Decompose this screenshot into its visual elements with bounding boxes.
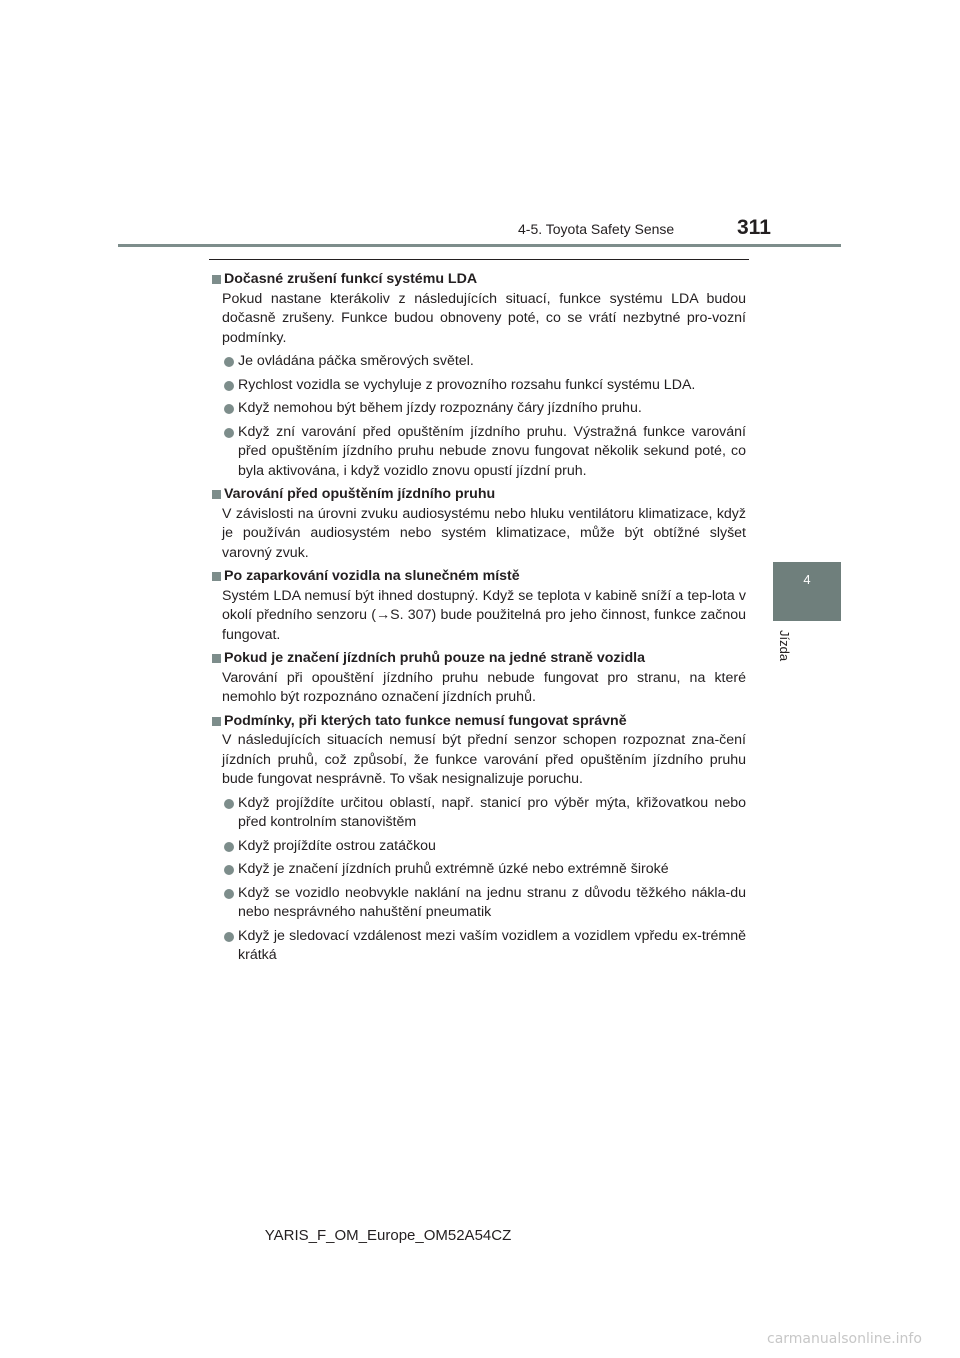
section-heading-text: Dočasné zrušení funkcí systému LDA: [224, 271, 478, 287]
list-item-text: Je ovládána páčka směrových světel.: [238, 353, 474, 369]
list-item: [212, 376, 746, 396]
list-item-text: Když projíždíte ostrou zatáčkou: [238, 837, 436, 854]
list-item-text: Když nemohou být během jízdy rozpoznány čáry jízdního pruhu.: [238, 400, 642, 416]
site-watermark: carmanualsonline.info: [767, 1331, 922, 1347]
section-paragraph: Varování při opouštění jízdního pruhu nebude fungovat pro stranu, na které nemohlo být rozpoznáno označení jízdních pruhů.: [222, 669, 746, 705]
header-divider: [118, 244, 841, 247]
round-bullet-icon: [224, 428, 234, 438]
round-bullet-icon: [224, 932, 234, 942]
document-footer-code: YARIS_F_OM_Europe_OM52A54CZ: [264, 1227, 512, 1244]
section-heading: [212, 567, 746, 587]
list-item: [212, 352, 746, 372]
section-heading-text: Varování před opuštěním jízdního pruhu: [224, 486, 496, 502]
round-bullet-icon: [224, 381, 234, 391]
square-bullet-icon: [212, 654, 221, 663]
list-item-text: Když projíždíte určitou oblastí, např. stanicí pro výběr mýta, křižovatkou nebo před kontrolním stanovištěm: [238, 794, 746, 830]
chapter-tab-label: Jízda: [777, 630, 792, 662]
chapter-tab-number: 4: [803, 572, 811, 587]
section-divider: [209, 259, 749, 260]
list-item: [212, 860, 746, 880]
list-item: [212, 399, 746, 419]
square-bullet-icon: [212, 490, 221, 499]
section-paragraph: Pokud nastane kterákoliv z následujících situací, funkce systému LDA budou dočasně zrušeny. Funkce budou obnoveny poté, co se vrátí nezbytné pro-vozní podmínky.: [222, 290, 746, 346]
chapter-tab: [773, 562, 841, 621]
list-item: [212, 423, 746, 482]
content-body: [212, 266, 746, 970]
list-item-text: Když je značení jízdních pruhů extrémně úzké nebo extrémně široké: [238, 861, 669, 877]
list-item-text: Když zní varování před opuštěním jízdního pruhu. Výstražná funkce varování před opuštěním jízdního pruhu nebude znovu fungovat několik sekund poté, co byla aktivována, i když vozidlo znovu opustí jízdní pruh.: [238, 423, 746, 479]
list-item: [212, 927, 746, 966]
list-item-text: Rychlost vozidla se vychyluje z provozního rozsahu funkcí systému LDA.: [238, 376, 696, 393]
section-paragraph: V následujících situacích nemusí být přední senzor schopen rozpoznat zna-čení jízdních pruhů, což způsobí, že funkce varování před opuštěním jízdního pruhu bude fungovat nesprávně. To však nesignalizuje poruchu.: [222, 732, 746, 787]
header-section-title: 4-5. Toyota Safety Sense: [518, 221, 675, 237]
list-item-text: Když je sledovací vzdálenost mezi vaším vozidlem a vozidlem vpředu ex-trémně krátká: [238, 927, 746, 963]
square-bullet-icon: [212, 275, 221, 284]
round-bullet-icon: [224, 357, 234, 367]
list-item-text: Když se vozidlo neobvykle naklání na jednu stranu z důvodu těžkého nákla-du nebo nesprávného nahuštění pneumatik: [238, 884, 746, 920]
section-heading-text: Pokud je značení jízdních pruhů pouze na jedné straně vozidla: [224, 650, 645, 666]
section-heading: [212, 649, 746, 669]
round-bullet-icon: [224, 842, 234, 852]
square-bullet-icon: [212, 572, 221, 581]
section-heading: [212, 485, 746, 505]
section-heading: [212, 712, 746, 732]
section-heading-text: Po zaparkování vozidla na slunečném místě: [224, 568, 520, 584]
list-item: [212, 794, 746, 833]
section-heading-text: Podmínky, při kterých tato funkce nemusí fungovat správně: [224, 712, 627, 729]
round-bullet-icon: [224, 799, 234, 809]
page-number: 311: [737, 216, 771, 239]
round-bullet-icon: [224, 404, 234, 414]
square-bullet-icon: [212, 717, 221, 726]
section-paragraph: V závislosti na úrovni zvuku audiosystému nebo hluku ventilátoru klimatizace, když je používán audiosystém nebo systém klimatizace, může být obtížné slyšet varovný zvuk.: [222, 505, 746, 561]
list-item: [212, 837, 746, 857]
list-item: [212, 884, 746, 923]
section-heading: [212, 270, 746, 290]
round-bullet-icon: [224, 889, 234, 899]
section-paragraph: Systém LDA nemusí být ihned dostupný. Když se teplota v kabině sníží a tep-lota v okolí předního senzoru (→S. 307) bude použitelná pro jeho činnost, funkce začnou fungovat.: [222, 587, 746, 643]
round-bullet-icon: [224, 865, 234, 875]
